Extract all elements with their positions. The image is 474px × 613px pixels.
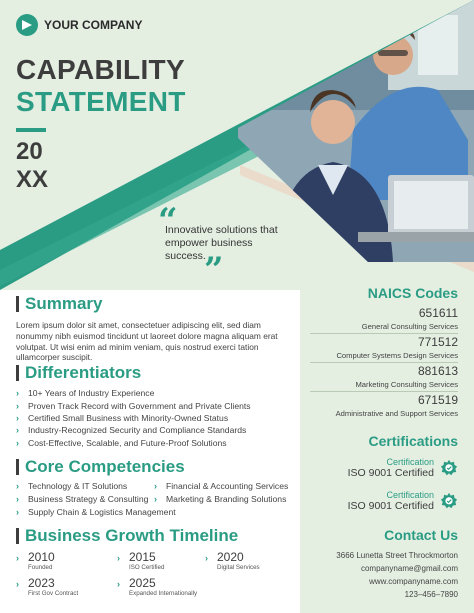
naics-code: 651611 <box>418 306 458 320</box>
divider <box>310 362 458 363</box>
chevron-right-icon: › <box>16 388 19 399</box>
chevron-right-icon: › <box>16 494 19 505</box>
chevron-right-icon: › <box>16 579 19 589</box>
contact-phone[interactable]: 123–456–7890 <box>404 590 458 599</box>
logo-play-icon <box>16 14 38 36</box>
divider <box>310 391 458 392</box>
timeline-item: › 2025 Expanded Internationally <box>117 576 198 597</box>
heading-bar <box>16 459 19 475</box>
timeline-title: Business Growth Timeline <box>25 526 239 545</box>
differentiators-list <box>16 387 251 449</box>
timeline-item: › 2023 First Gov Contract <box>16 576 79 597</box>
certifications-heading: Certifications <box>368 433 458 449</box>
title-line-2: STATEMENT <box>16 86 186 117</box>
naics-description: Marketing Consulting Services <box>355 380 458 389</box>
naics-code: 671519 <box>417 393 458 407</box>
timeline-item: › 2015 ISO Certified <box>117 550 165 571</box>
list-item: › Financial & Accounting Services <box>154 481 289 492</box>
certification-item: Certification ISO 9001 Certified <box>348 490 458 512</box>
year-line-2: XX <box>16 166 49 193</box>
chevron-right-icon: › <box>16 437 19 448</box>
chevron-right-icon: › <box>16 425 19 436</box>
chevron-right-icon: › <box>154 481 157 492</box>
list-item: › Industry-Recognized Security and Compliance Standards <box>16 425 247 436</box>
contact-address: 3666 Lunetta Street Throckmorton <box>336 551 458 560</box>
list-item: › Technology & IT Solutions <box>16 481 128 492</box>
summary-heading <box>16 294 102 314</box>
naics-description: Computer Systems Design Services <box>336 351 458 360</box>
timeline-item: › 2020 Digital Services <box>205 550 260 571</box>
chevron-right-icon: › <box>117 579 120 589</box>
naics-description: Administrative and Support Services <box>335 409 458 418</box>
title-underline <box>16 128 46 132</box>
naics-code: 881613 <box>417 364 458 378</box>
chevron-right-icon: › <box>16 506 19 517</box>
chevron-right-icon: › <box>154 494 157 505</box>
competencies-heading <box>16 457 185 477</box>
list-item: › Business Strategy & Consulting <box>16 494 149 505</box>
list-item: › Cost-Effective, Scalable, and Future-Proof Solutions <box>16 437 227 448</box>
team-photo <box>238 0 474 262</box>
divider <box>310 333 458 334</box>
heading-bar <box>16 365 19 381</box>
summary-title: Summary <box>25 294 103 313</box>
company-logo <box>16 14 142 36</box>
list-item: › Certified Small Business with Minority-Owned Status <box>16 412 229 423</box>
list-item: › Marketing & Branding Solutions <box>154 494 287 505</box>
company-name: YOUR COMPANY <box>44 18 143 32</box>
differentiators-title: Differentiators <box>25 363 142 382</box>
award-badge-icon <box>440 492 458 510</box>
timeline-item: › 2010 Founded <box>16 550 55 571</box>
heading-bar <box>16 296 19 312</box>
title-line-1: CAPABILITY <box>16 54 185 85</box>
list-item: › Proven Track Record with Government and Private Clients <box>16 400 251 411</box>
competencies-title: Core Competencies <box>25 457 185 476</box>
quote-open-icon: “ <box>158 201 178 241</box>
heading-bar <box>16 528 19 544</box>
contact-heading: Contact Us <box>384 527 458 543</box>
list-item: › Supply Chain & Logistics Management <box>16 506 176 517</box>
list-item: › 10+ Years of Industry Experience <box>16 388 155 399</box>
chevron-right-icon: › <box>205 553 208 563</box>
timeline-heading <box>16 526 238 546</box>
contact-email[interactable]: companyname@gmail.com <box>360 564 458 573</box>
naics-description: General Consulting Services <box>361 322 458 331</box>
chevron-right-icon: › <box>117 553 120 563</box>
chevron-right-icon: › <box>16 481 19 492</box>
year-line-1: 20 <box>16 138 43 165</box>
award-badge-icon <box>440 459 458 477</box>
differentiators-heading <box>16 363 141 383</box>
certification-item: Certification ISO 9001 Certified <box>348 457 458 479</box>
chevron-right-icon: › <box>16 400 19 411</box>
naics-heading: NAICS Codes <box>367 285 458 301</box>
chevron-right-icon: › <box>16 412 19 423</box>
competencies-list <box>16 480 296 518</box>
quote-close-icon: ” <box>204 250 224 290</box>
chevron-right-icon: › <box>16 553 19 563</box>
contact-website[interactable]: www.companyname.com <box>369 577 458 586</box>
naics-code: 771512 <box>417 335 458 349</box>
quote-text: Innovative solutions that empower business success. <box>165 224 278 263</box>
summary-text: Lorem ipsum dolor sit amet, consectetuer adipiscing elit, sed diam nonummy nibh euismod tincidunt ut laoreet dolore magna aliquam erat volutpat. Ut wisi enim ad minim veniam, quis nostrud exerci tation ullamcorper suscipit. <box>16 320 278 363</box>
